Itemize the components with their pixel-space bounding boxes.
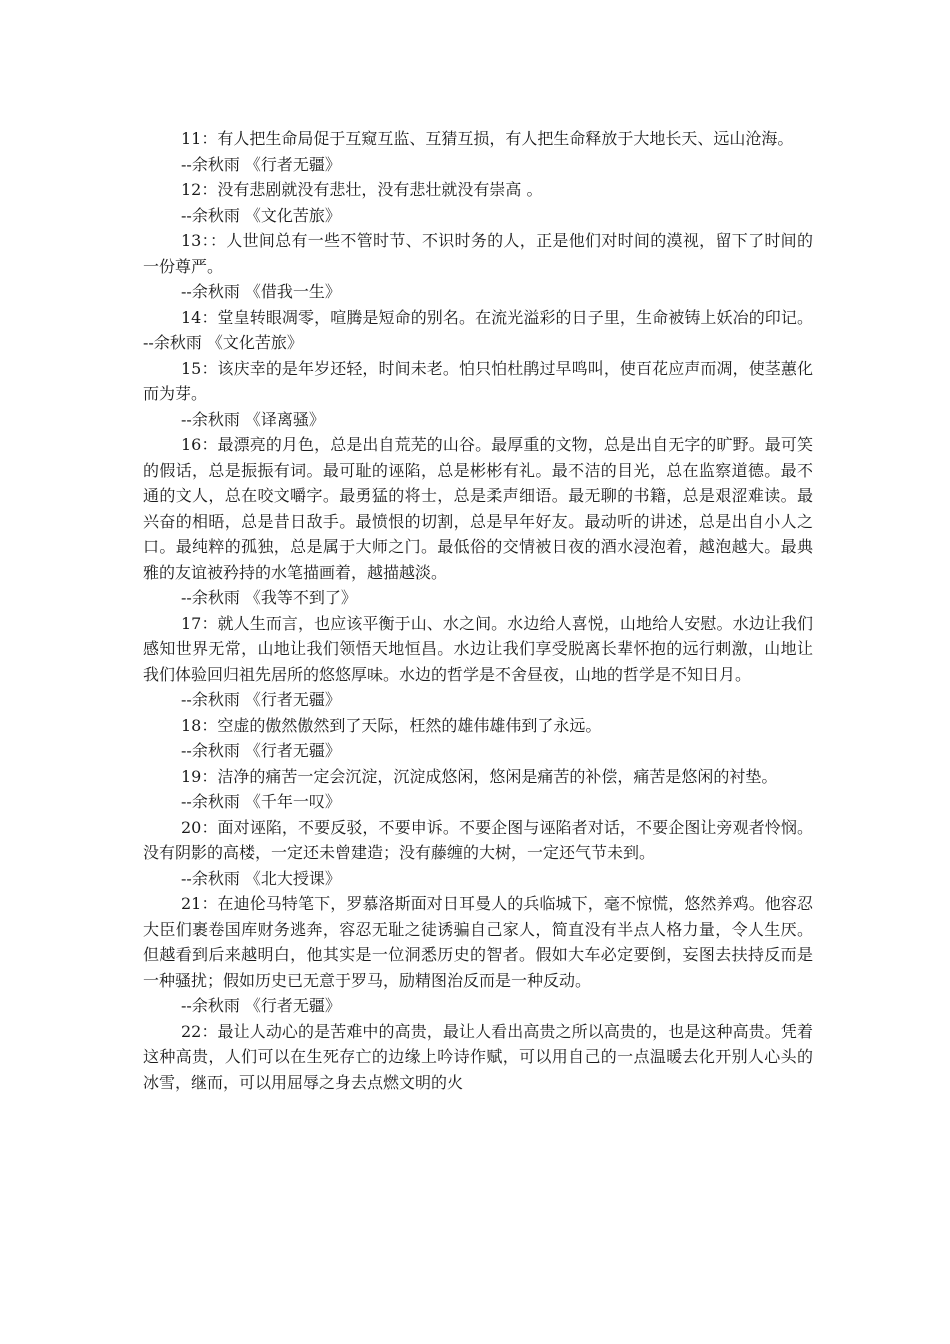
quote-12: 12：没有悲剧就没有悲壮，没有悲壮就没有崇高 。 (181, 180, 543, 199)
source-line: --余秋雨 《北大授课》 (181, 868, 341, 888)
document-body (143, 126, 813, 1095)
quote-20: 20：面对诬陷，不要反驳，不要申诉。不要企图与诬陷者对话，不要企图让旁观者怜悯。没有阴影的高楼，一定还未曾建造；没有藤缠的大树，一定还气节未到。 (143, 817, 813, 862)
quote-19: 19：洁净的痛苦一定会沉淀，沉淀成悠闲，悠闲是痛苦的补偿，痛苦是悠闲的衬垫。 (181, 766, 778, 786)
quote-17: 17：就人生而言，也应该平衡于山、水之间。水边给人喜悦，山地给人安慰。水边让我们感知世界无常，山地让我们领悟天地恒昌。水边让我们享受脱离长辈怀抱的远行刺激，山地让我们体验回归祖先居所的悠悠厚味。水边的哲学是不舍昼夜，山地的哲学是不知日月。 (143, 613, 813, 684)
quote-15: 15：该庆幸的是年岁还轻，时间未老。怕只怕杜鹃过早鸣叫，使百花应声而凋，使茎蕙化而为芽。 (143, 358, 813, 403)
source-line: --余秋雨 《译离骚》 (181, 409, 325, 429)
source-line: --余秋雨 《文化苦旅》 (181, 205, 341, 225)
source-line: --余秋雨 《行者无疆》 (181, 741, 341, 760)
quote-21: 21：在迪伦马特笔下，罗慕洛斯面对日耳曼人的兵临城下，毫不惊慌，悠然养鸡。他容忍大臣们裹卷国库财务逃奔，容忍无耻之徒诱骗自己家人，简直没有半点人格力量，令人生厌。但越看到后来越明白，他其实是一位洞悉历史的智者。假如大车必定要倒，妄图去扶持反而是一种骚扰；假如历史已无意于罗马，励精图治反而是一种反动。 (143, 894, 813, 990)
quote-22: 22：最让人动心的是苦难中的高贵，最让人看出高贵之所以高贵的，也是这种高贵。凭着这种高贵，人们可以在生死存亡的边缘上吟诗作赋，可以用自己的一点温暖去化开别人心头的冰雪，继而，可以用屈辱之身去点燃文明的火 (143, 1021, 813, 1092)
source-line: --余秋雨 《行者无疆》 (181, 690, 341, 709)
quote-18: 18：空虚的傲然傲然到了天际，枉然的雄伟雄伟到了永远。 (181, 715, 602, 735)
source-line: --余秋雨 《借我一生》 (181, 282, 341, 301)
quote-11: 11：有人把生命局促于互窥互监、互猜互损，有人把生命释放于大地长天、远山沧海。 (181, 129, 794, 148)
quote-13: 13：：人世间总有一些不管时节、不识时务的人，正是他们对时间的漠视，留下了时间的一份尊严。 (143, 231, 813, 276)
source-line: --余秋雨 《行者无疆》 (181, 996, 341, 1015)
source-line: --余秋雨 《我等不到了》 (181, 588, 357, 607)
quote-14: 14：堂皇转眼凋零，喧腾是短命的别名。在流光溢彩的日子里，生命被铸上妖冶的印记。 --余秋雨 《文化苦旅》 (143, 307, 813, 352)
source-line: --余秋雨 《行者无疆》 (181, 154, 341, 174)
source-line: --余秋雨 《千年一叹》 (181, 792, 341, 811)
quote-16: 16：最漂亮的月色，总是出自荒芜的山谷。最厚重的文物，总是出自无字的旷野。最可笑的假话，总是振振有词。最可耻的诬陷，总是彬彬有礼。最不洁的目光，总在监察道德。最不通的文人，总在咬文嚼字。最勇猛的将士，总是柔声细语。最无聊的书籍，总是艰涩难读。最兴奋的相晤，总是昔日敌手。最愤恨的切割，总是早年好友。最动听的讲述，总是出自小人之口。最纯粹的孤独，总是属于大师之门。最低俗的交情被日夜的酒水浸泡着，越泡越大。最典雅的友谊被矜持的水笔描画着，越描越淡。 (143, 435, 813, 582)
